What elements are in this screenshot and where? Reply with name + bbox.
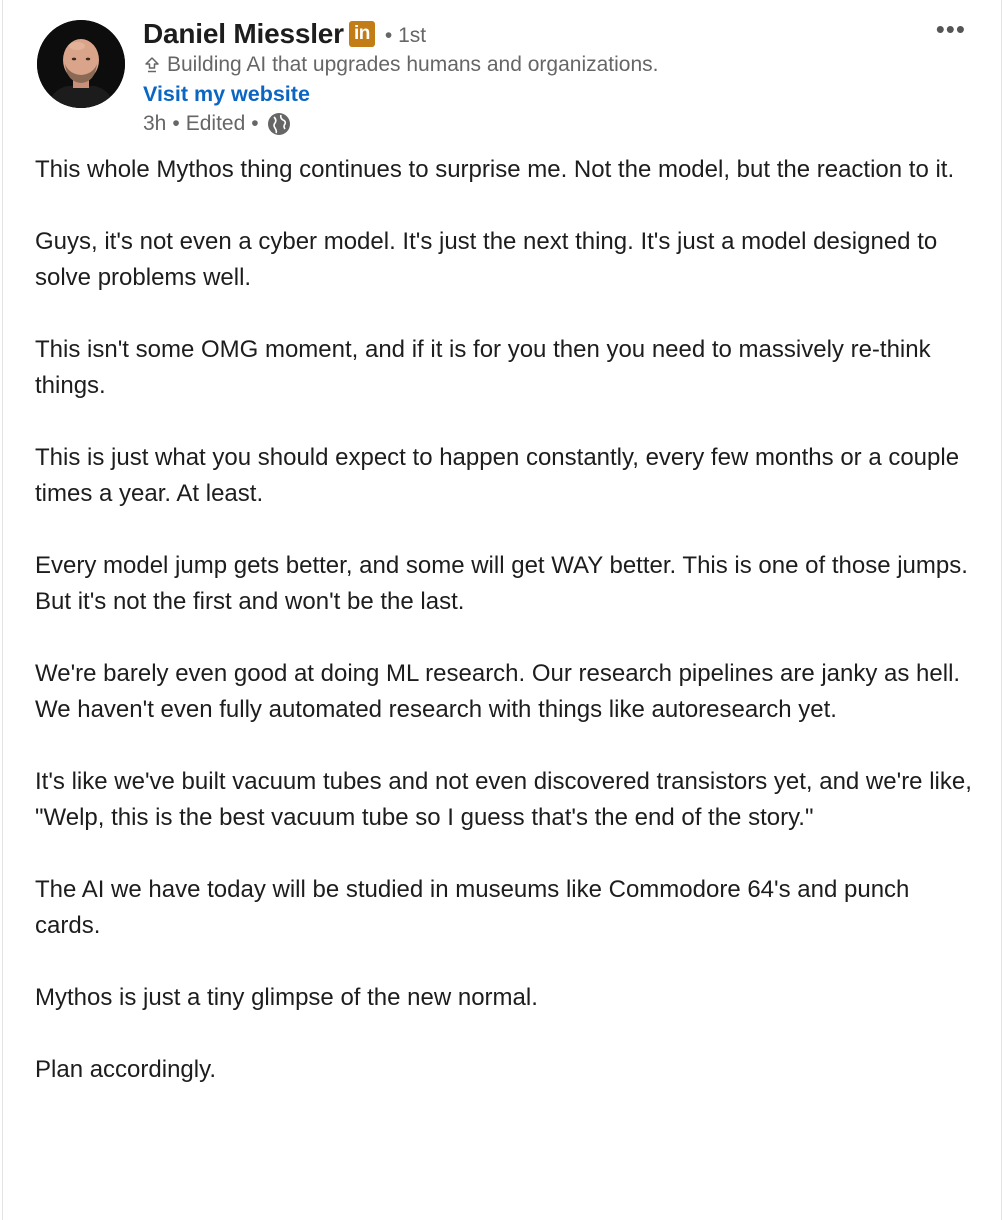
post-paragraph: Plan accordingly.	[35, 1056, 216, 1083]
post-paragraph: It's like we've built vacuum tubes and not even discovered transistors yet, and we're like, "Welp, this is the best vacuum tube so I guess that's the end of the story."	[35, 768, 972, 831]
edited-label: Edited	[185, 112, 246, 135]
meta-separator: •	[251, 112, 259, 135]
post-time: 3h	[143, 112, 167, 135]
connection-degree: • 1st	[384, 24, 427, 47]
post-meta	[143, 112, 291, 136]
post-paragraph: Guys, it's not even a cyber model. It's just the next thing. It's just a model designed to solve problems well.	[35, 228, 938, 291]
linkedin-premium-icon: in	[349, 21, 375, 47]
author-name[interactable]: Daniel Miessler	[143, 18, 344, 49]
avatar-image	[37, 20, 125, 108]
headline-text: Building AI that upgrades humans and organizations.	[167, 53, 659, 76]
post-paragraph: Every model jump gets better, and some will get WAY better. This is one of those jumps. But it's not the first and won't be the last.	[35, 552, 968, 615]
post-paragraph: This whole Mythos thing continues to surprise me. Not the model, but the reaction to it.	[35, 156, 955, 183]
post-card	[2, 0, 1002, 1220]
more-options-button[interactable]: •••	[935, 14, 966, 44]
post-paragraph: This is just what you should expect to happen constantly, every few months or a couple times a year. At least.	[35, 444, 960, 507]
author-headline	[143, 53, 659, 77]
visit-website-link[interactable]: Visit my website	[143, 82, 310, 106]
share-arrow-icon	[143, 56, 161, 74]
post-paragraph: The AI we have today will be studied in museums like Commodore 64's and punch cards.	[35, 876, 910, 939]
avatar[interactable]	[37, 20, 125, 108]
post-paragraph: This isn't some OMG moment, and if it is for you then you need to massively re-think things.	[35, 336, 931, 399]
meta-separator: •	[172, 112, 180, 135]
post-body	[35, 152, 979, 1124]
post-paragraph: We're barely even good at doing ML research. Our research pipelines are janky as hell. We haven't even fully automated research with things like autoresearch yet.	[35, 660, 961, 723]
globe-icon	[267, 112, 291, 136]
author-row	[143, 17, 426, 51]
post-paragraph: Mythos is just a tiny glimpse of the new normal.	[35, 984, 538, 1011]
